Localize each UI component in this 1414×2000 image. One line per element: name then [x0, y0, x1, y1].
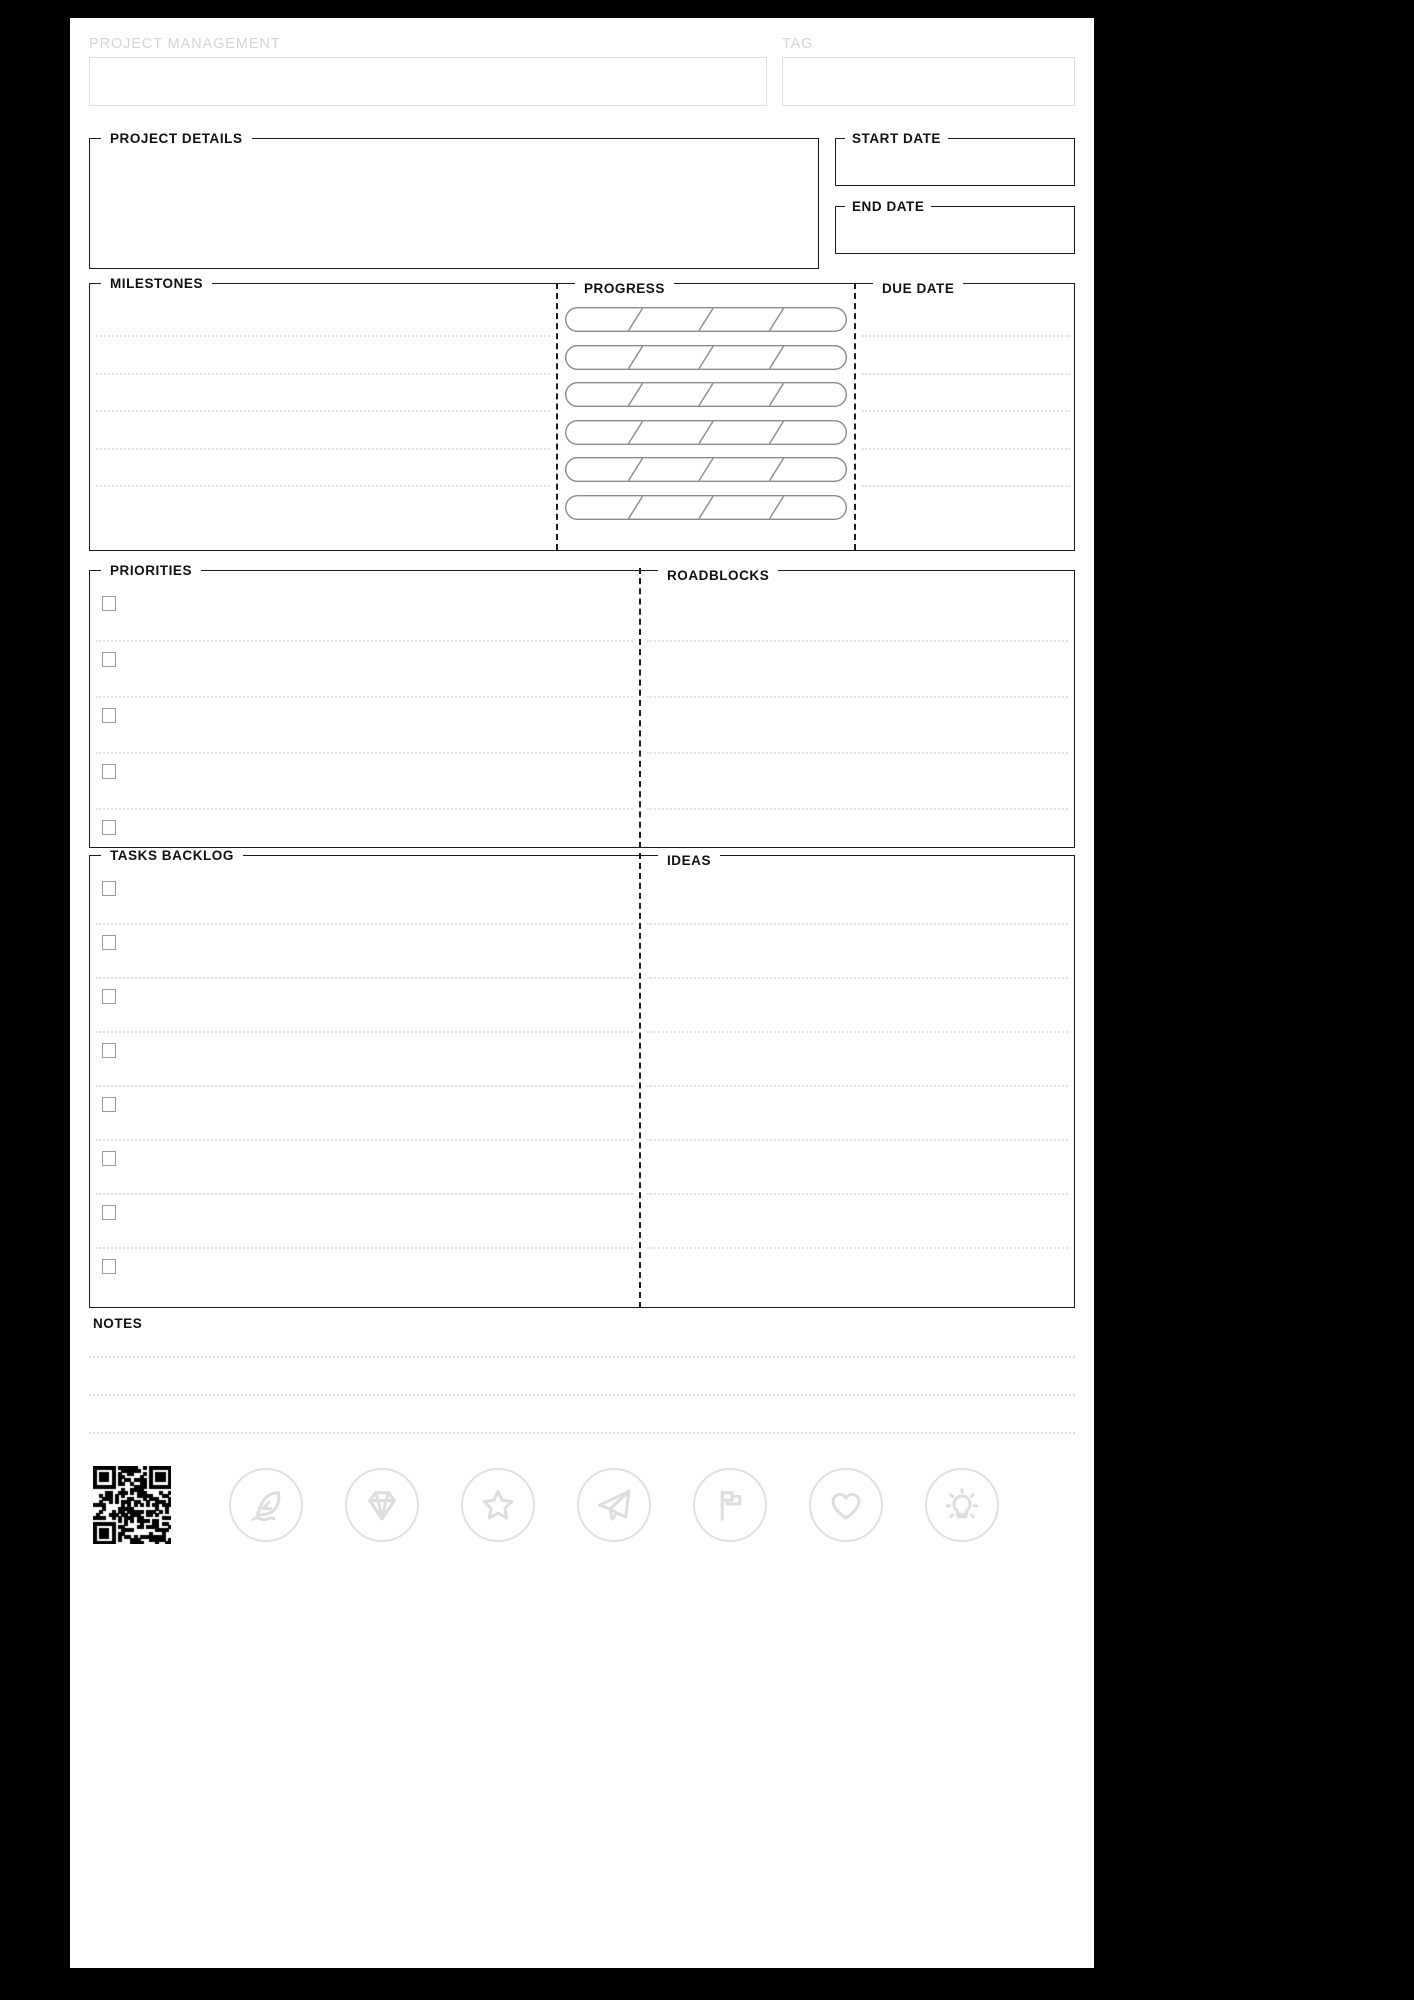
row-separator — [96, 1139, 633, 1141]
progress-bar[interactable] — [565, 457, 847, 482]
idea-item[interactable] — [653, 1205, 1066, 1223]
row-separator — [96, 410, 550, 412]
row-separator — [862, 335, 1070, 337]
heart-icon[interactable] — [809, 1468, 883, 1542]
due-date-legend: DUE DATE — [873, 281, 963, 296]
milestones-column — [90, 291, 556, 550]
priorities-list — [90, 578, 639, 847]
row-separator — [647, 696, 1068, 698]
row-separator — [862, 410, 1070, 412]
end-date-input[interactable] — [836, 214, 1074, 253]
row-separator — [647, 808, 1068, 810]
paper-plane-icon[interactable] — [577, 1468, 651, 1542]
notes-rule — [89, 1356, 1075, 1358]
idea-item[interactable] — [653, 1259, 1066, 1277]
worksheet-sheet — [70, 18, 1094, 1968]
star-icon[interactable] — [461, 1468, 535, 1542]
checkbox[interactable] — [102, 1043, 116, 1058]
diamond-icon[interactable] — [345, 1468, 419, 1542]
due-date-input[interactable] — [864, 418, 1068, 448]
row-separator — [96, 1247, 633, 1249]
notes-label: NOTES — [93, 1316, 143, 1331]
checkbox[interactable] — [102, 1205, 116, 1220]
idea-item[interactable] — [653, 881, 1066, 899]
row-separator — [96, 752, 633, 754]
row-separator — [647, 1085, 1068, 1087]
checkbox[interactable] — [102, 1151, 116, 1166]
task-item[interactable] — [126, 1259, 631, 1277]
lightbulb-icon[interactable] — [925, 1468, 999, 1542]
checkbox[interactable] — [102, 881, 116, 896]
roadblock-item[interactable] — [653, 596, 1066, 614]
checkbox[interactable] — [102, 820, 116, 835]
footer-icon-bar — [89, 1458, 1075, 1558]
row-separator — [96, 923, 633, 925]
roadblock-item[interactable] — [653, 708, 1066, 726]
feather-icon[interactable] — [229, 1468, 303, 1542]
milestone-input[interactable] — [98, 305, 548, 335]
task-item[interactable] — [126, 1097, 631, 1115]
checkbox[interactable] — [102, 652, 116, 667]
progress-bar[interactable] — [565, 382, 847, 407]
checkbox[interactable] — [102, 708, 116, 723]
project-title-label: PROJECT MANAGEMENT — [89, 36, 281, 52]
row-separator — [647, 1031, 1068, 1033]
priorities-legend: PRIORITIES — [110, 563, 193, 578]
progress-bar[interactable] — [565, 420, 847, 445]
progress-bar[interactable] — [565, 345, 847, 370]
flag-icon[interactable] — [693, 1468, 767, 1542]
row-separator — [96, 485, 550, 487]
ideas-legend: IDEAS — [658, 853, 720, 868]
project-details-textarea[interactable] — [90, 146, 818, 268]
row-separator — [96, 335, 550, 337]
start-date-section — [835, 131, 1075, 186]
idea-item[interactable] — [653, 1097, 1066, 1115]
priorities-section — [89, 563, 1075, 848]
task-item[interactable] — [126, 1205, 631, 1223]
row-separator — [96, 373, 550, 375]
roadblocks-legend: ROADBLOCKS — [658, 568, 778, 583]
row-separator — [96, 1031, 633, 1033]
row-separator — [96, 1193, 633, 1195]
milestone-input[interactable] — [98, 380, 548, 410]
progress-bar[interactable] — [565, 307, 847, 332]
notes-rule — [89, 1394, 1075, 1396]
due-date-input[interactable] — [864, 455, 1068, 485]
milestone-input[interactable] — [98, 493, 548, 523]
task-item[interactable] — [126, 881, 631, 899]
ideas-list — [641, 863, 1074, 1307]
idea-item[interactable] — [653, 935, 1066, 953]
row-separator — [647, 1139, 1068, 1141]
checkbox[interactable] — [102, 764, 116, 779]
row-separator — [647, 923, 1068, 925]
project-details-legend: PROJECT DETAILS — [110, 131, 243, 146]
notes-input[interactable] — [93, 1374, 1071, 1392]
notes-input[interactable] — [93, 1412, 1071, 1430]
row-separator — [647, 977, 1068, 979]
due-date-input[interactable] — [864, 343, 1068, 373]
priority-item[interactable] — [126, 708, 631, 726]
checkbox[interactable] — [102, 989, 116, 1004]
notes-input[interactable] — [93, 1336, 1071, 1354]
start-date-legend: START DATE — [852, 131, 941, 146]
due-date-input[interactable] — [864, 380, 1068, 410]
idea-item[interactable] — [653, 1151, 1066, 1169]
row-separator — [647, 1193, 1068, 1195]
checkbox[interactable] — [102, 596, 116, 611]
milestones-legend: MILESTONES — [110, 276, 204, 291]
project-title-input[interactable] — [89, 57, 767, 106]
tasks-backlog-legend: TASKS BACKLOG — [110, 848, 234, 863]
milestone-input[interactable] — [98, 455, 548, 485]
roadblock-item[interactable] — [653, 764, 1066, 782]
roadblocks-list — [641, 578, 1074, 847]
end-date-section — [835, 199, 1075, 254]
row-separator — [862, 373, 1070, 375]
row-separator — [96, 1085, 633, 1087]
row-separator — [862, 485, 1070, 487]
progress-bar[interactable] — [565, 495, 847, 520]
roadblock-item[interactable] — [653, 652, 1066, 670]
start-date-input[interactable] — [836, 146, 1074, 185]
task-item[interactable] — [126, 935, 631, 953]
row-separator — [96, 808, 633, 810]
row-separator — [647, 1247, 1068, 1249]
row-separator — [96, 696, 633, 698]
progress-legend: PROGRESS — [575, 281, 674, 296]
task-item[interactable] — [126, 1043, 631, 1061]
roadblock-item[interactable] — [653, 820, 1066, 838]
priority-item[interactable] — [126, 652, 631, 670]
row-separator — [96, 640, 633, 642]
milestones-section — [89, 276, 1075, 551]
milestone-input[interactable] — [98, 343, 548, 373]
checkbox[interactable] — [102, 1259, 116, 1274]
priority-item[interactable] — [126, 820, 631, 838]
checkbox[interactable] — [102, 935, 116, 950]
tag-label: TAG — [782, 36, 814, 52]
qr-code[interactable] — [93, 1466, 171, 1544]
row-separator — [647, 640, 1068, 642]
row-separator — [647, 752, 1068, 754]
header-row — [70, 18, 1094, 128]
checkbox[interactable] — [102, 1097, 116, 1112]
idea-item[interactable] — [653, 1043, 1066, 1061]
due-date-column — [856, 291, 1076, 550]
row-separator — [96, 448, 550, 450]
priority-item[interactable] — [126, 596, 631, 614]
tasks-backlog-section — [89, 848, 1075, 1308]
due-date-input[interactable] — [864, 493, 1068, 523]
milestone-input[interactable] — [98, 418, 548, 448]
progress-column — [558, 291, 854, 550]
end-date-legend: END DATE — [852, 199, 925, 214]
priority-item[interactable] — [126, 764, 631, 782]
task-item[interactable] — [126, 989, 631, 1007]
notes-rule — [89, 1432, 1075, 1434]
project-details-section — [89, 131, 819, 269]
due-date-input[interactable] — [864, 305, 1068, 335]
tag-input[interactable] — [782, 57, 1075, 106]
row-separator — [862, 448, 1070, 450]
idea-item[interactable] — [653, 989, 1066, 1007]
row-separator — [96, 977, 633, 979]
tasks-backlog-list — [90, 863, 639, 1307]
task-item[interactable] — [126, 1151, 631, 1169]
